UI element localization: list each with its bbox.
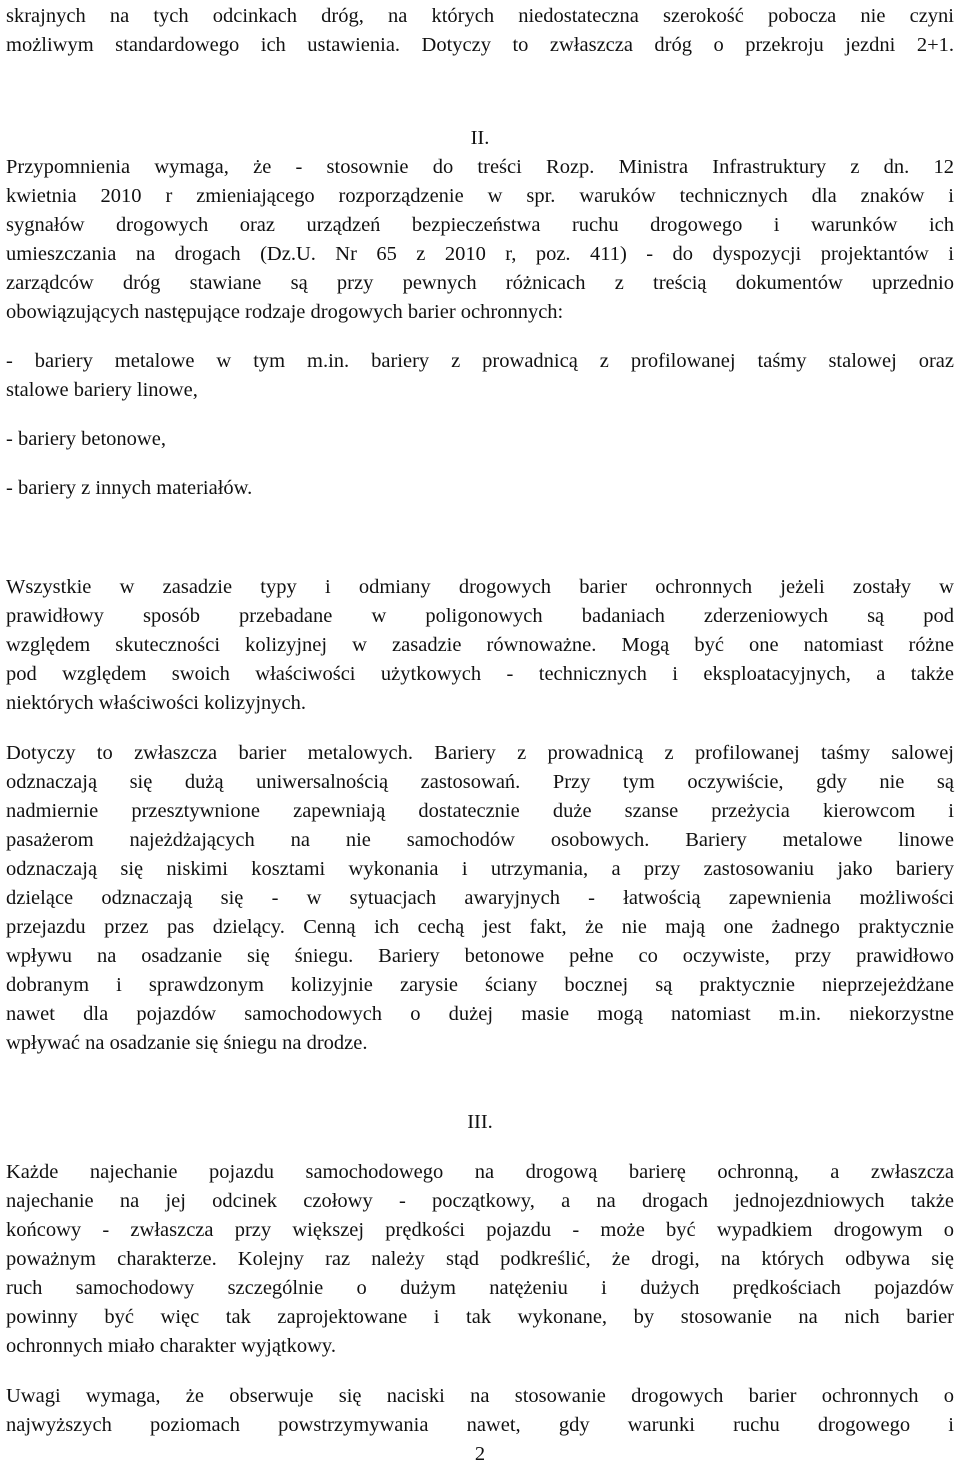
paragraph-line: najwyższych poziomach powstrzymywania nawet, gdy warunki ruchu drogowego i: [6, 1414, 954, 1436]
paragraph-line: najechanie na jej odcinek czołowy - początkowy, a na drogach jednojezdniowych także: [6, 1190, 954, 1212]
paragraph-line: nadmiernie przesztywnione zapewniają dostatecznie duże szanse przeżycia kierowcom i: [6, 800, 954, 822]
paragraph-line: przejazdu przez pas dzielący. Cenną ich cechą jest fakt, że nie mają one żadnego praktycznie: [6, 916, 954, 938]
paragraph-line: dobranym i sprawdzonym kolizyjnie zarysie ściany bocznej są praktycznie nieprzejeżdżane: [6, 974, 954, 996]
paragraph-line: obowiązujących następujące rodzaje drogowych barier ochronnych:: [6, 301, 564, 323]
paragraph-line: sygnałów drogowych oraz urządzeń bezpieczeństwa ruchu drogowego i warunków ich: [6, 214, 954, 236]
paragraph-line: wpływu na osadzanie się śniegu. Bariery betonowe pełne co oczywiste, przy prawidłowo: [6, 945, 954, 967]
list-item: - bariery z innych materiałów.: [6, 477, 253, 499]
paragraph-line: ochronnych miało charakter wyjątkowy.: [6, 1335, 336, 1357]
paragraph-line: poważnym charakterze. Kolejny raz należy stąd podkreślić, że drogi, na których odbywa się: [6, 1248, 954, 1270]
list-item: stalowe bariery linowe,: [6, 379, 198, 401]
paragraph-line: odznaczają się dużą uniwersalnością zastosowań. Przy tym oczywiście, gdy nie są: [6, 771, 954, 793]
paragraph-line: prawidłowy sposób przebadane w poligonowych badaniach zderzeniowych są pod: [6, 605, 954, 627]
paragraph-line: końcowy - zwłaszcza przy większej prędkości pojazdu - może być wypadkiem drogowym o: [6, 1219, 954, 1241]
paragraph-line: Dotyczy to zwłaszcza barier metalowych. Bariery z prowadnicą z profilowanej taśmy salowej: [6, 742, 954, 764]
paragraph-line: Uwagi wymaga, że obserwuje się naciski na stosowanie drogowych barier ochronnych o: [6, 1385, 954, 1407]
paragraph-line: zarządców dróg stawiane są przy pewnych różnicach z treścią dokumentów uprzednio: [6, 272, 954, 294]
paragraph-line: umieszczania na drogach (Dz.U. Nr 65 z 2010 r, poz. 411) - do dyspozycji projektantów i: [6, 243, 954, 265]
paragraph-line: Każde najechanie pojazdu samochodowego na drogową barierę ochronną, a zwłaszcza: [6, 1161, 954, 1183]
paragraph-line: wpływać na osadzanie się śniegu na drodze.: [6, 1032, 368, 1054]
section-heading-2: II.: [470, 127, 490, 149]
paragraph-line: kwietnia 2010 r zmieniającego rozporządzenie w spr. waruków technicznych dla znaków i: [6, 185, 954, 207]
paragraph-line: odznaczają się niskimi kosztami wykonania i utrzymania, a przy zastosowaniu jako bariery: [6, 858, 954, 880]
paragraph-line: dzielące odznaczają się - w sytuacjach awaryjnych - łatwością zapewnienia możliwości: [6, 887, 954, 909]
intro-line: możliwym standardowego ich ustawienia. Dotyczy to zwłaszcza dróg o przekroju jezdni 2+1.: [6, 34, 954, 56]
paragraph-line: względem skuteczności kolizyjnej w zasadzie równoważne. Mogą być one natomiast różne: [6, 634, 954, 656]
intro-line: skrajnych na tych odcinkach dróg, na których niedostateczna szerokość pobocza nie czyni: [6, 5, 954, 27]
paragraph-line: Przypomnienia wymaga, że - stosownie do treści Rozp. Ministra Infrastruktury z dn. 12: [6, 156, 954, 178]
paragraph-line: Wszystkie w zasadzie typy i odmiany drogowych barier ochronnych jeżeli zostały w: [6, 576, 954, 598]
list-item: - bariery betonowe,: [6, 428, 166, 450]
paragraph-line: powinny być więc tak zaprojektowane i tak wykonane, by stosowanie na nich barier: [6, 1306, 954, 1328]
paragraph-line: pasażerom najeżdżających na nie samochodów osobowych. Bariery metalowe linowe: [6, 829, 954, 851]
paragraph-line: pod względem swoich właściwości użytkowych - technicznych i eksploatacyjnych, a także: [6, 663, 954, 685]
paragraph-line: niektórych właściwości kolizyjnych.: [6, 692, 307, 714]
list-item: - bariery metalowe w tym m.in. bariery z prowadnicą z profilowanej taśmy stalowej oraz: [6, 350, 954, 372]
section-heading-3: III.: [467, 1111, 493, 1133]
paragraph-line: ruch samochodowy szczególnie o dużym natężeniu i dużych prędkościach pojazdów: [6, 1277, 954, 1299]
page-number: 2: [474, 1443, 486, 1465]
paragraph-line: nawet dla pojazdów samochodowych o dużej masie mogą natomiast m.in. niekorzystne: [6, 1003, 954, 1025]
